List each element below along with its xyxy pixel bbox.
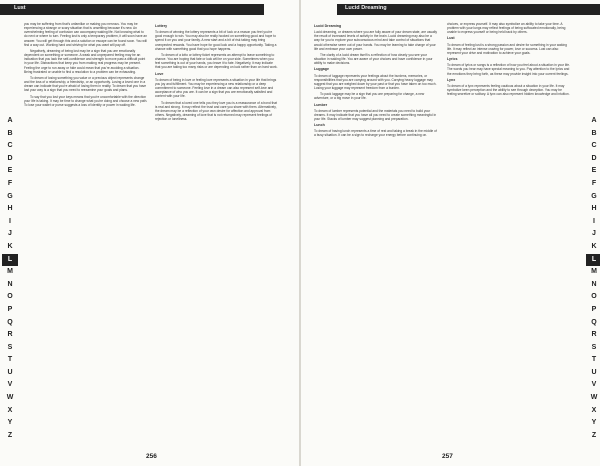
index-letter-f: F <box>7 179 13 187</box>
index-letter-i: I <box>593 217 595 225</box>
entry-heading-lucid-dreaming: Lucid Dreaming <box>314 24 342 28</box>
entry-heading-lottery: Lottery <box>155 24 168 28</box>
paragraph: To dream of winning the lottery represents a bit of luck or a reason you feel you're good enough to win. You may also be really hooked on something good and hope to spend it on you and your family. A new start and a bit of risk taking may bring unexpected rewards. You have hope for good luck and a happy opportunity. Taking a chance with something good that you hope happens. <box>155 30 277 51</box>
paragraph: you may be suffering from that's unfamiliar or making you nervous. You may be experiencing a strange or scary situation that is unsettling because it's new. An overwhelming feeling of confusion can accompany waking life. Not knowing what to do next or where to turn. Feeling lost is only a temporary problem, it will soon have an answer. You will get through this and a solution or escape can be found soon. You will find a way out. Working hard and striving for what you want will pay off. <box>24 22 148 47</box>
left-header-title: Lust <box>14 5 26 11</box>
index-letter-y: Y <box>7 419 13 427</box>
index-letter-c: C <box>7 142 13 150</box>
index-letter-h: H <box>591 205 597 213</box>
index-letter-p: P <box>7 305 13 313</box>
index-letter-x: X <box>7 406 13 414</box>
entry-heading-lyrics: Lyrics <box>447 57 458 62</box>
paragraph: The clarity of a lucid dream itself is a reflection of how clearly you see your situation in waking life. You are aware of your choices and have confidence in your ability to make decisions. <box>314 52 433 66</box>
index-letter-n: N <box>591 280 597 288</box>
left-page-number: 256 <box>146 453 157 460</box>
left-page-header <box>0 4 264 15</box>
index-letter-e: E <box>591 167 597 175</box>
paragraph: To dream of lyrics or songs is a reflection of how you feel about a situation in your life. The words you hear may have special meaning to you. Pay attention to the lyrics and the emotions they bring forth, as these may provide insight into your current feelings. <box>447 63 571 76</box>
entry-heading-lunch: Lunch <box>314 123 325 128</box>
right-page <box>301 0 600 466</box>
paragraph: Negatively, dreaming of being lost may be a sign that you are emotionally dependent on something or someone. A weak and unprepared feeling may be an indication that you lack the self-confidence and strength to move past a difficult point in your life. Distractions that keep you from making real progress may be present. Feeling the urge to run away or hide could mean that you're avoiding a situation. Being frustrated or unable to find a resolution to a problem can be exhausting. <box>24 48 146 74</box>
paragraph: To pack luggage may be a sign that you are preparing for change, a new adventure, or a big move in your life. <box>314 92 425 101</box>
index-letter-w: W <box>590 394 598 402</box>
paragraph: To say that you lost your keys means that you're uncomfortable with the direction your life is taking. It may be time to change what you're doing and choose a new path. To lose your wallet or purse suggests a loss of identity or power in waking life. <box>24 94 148 107</box>
left-column-2 <box>155 22 279 123</box>
left-page <box>0 0 299 466</box>
index-letter-p: P <box>591 305 597 313</box>
index-letter-x: X <box>591 406 597 414</box>
index-letter-r: R <box>591 331 597 339</box>
paragraph: Lucid dreaming, or dreams where you are fully aware of your dream state, are usually the result of increased levels of activity in the brain. Lucid dreaming may also be a way for you to explore your subconscious mind and take control of situations that would otherwise seem out of your hands. You may be learning to take charge of your life and embrace your own power. <box>314 30 438 51</box>
paragraph: To dream of losing something you value or a precious object represents change and the loss of a relationship, a friendship, or an opportunity. Losing a loved one in a dream can indicate that you're afraid of losing them in reality. To dream that you have lost your way is a sign that you need to reexamine your goals and plans. <box>24 75 147 93</box>
index-letter-a: A <box>7 117 13 124</box>
index-letter-l: L <box>586 254 600 267</box>
index-letter-g: G <box>591 192 597 200</box>
right-column-1 <box>314 22 438 140</box>
right-header-title: Lucid Dreaming <box>345 5 387 11</box>
paragraph: To dream of luggage represents your feelings about the burdens, memories, or responsibilities that you are carrying around with you. Carrying heavy luggage may suggest that you are weighed down by your past or that you have taken on too much. Losing your luggage may represent freedom from a burden. <box>314 73 437 91</box>
index-letter-k: K <box>591 242 597 250</box>
index-letter-j: J <box>8 230 12 238</box>
index-letter-g: G <box>7 192 13 200</box>
index-letter-m: M <box>591 268 597 276</box>
paragraph: To dream of being in love or feeling love represents a situation in your life that brings you joy and fulfillment. You may be experiencing a new relationship or a deep commitment to someone. Feeling love in a dream can also represent self-love and acceptance of who you are. It can be a sign that you are emotionally satisfied and content with your life. <box>155 77 277 99</box>
right-column-2 <box>447 22 571 98</box>
index-letter-f: F <box>591 179 597 187</box>
entry-heading-lust: Lust <box>447 36 455 41</box>
index-letter-j: J <box>592 230 596 238</box>
right-page-number: 257 <box>442 453 453 460</box>
paragraph: To dream of feeling lust is a strong passion and desire for something in your waking life. It may reflect an intense craving for power, love or success. Lust can also represent your drive and motivation to achieve your goals. <box>447 42 567 55</box>
entry-heading-luggage: Luggage <box>314 67 329 72</box>
paragraph: To dream of having lunch represents a time of rest and taking a break in the middle of a busy situation. It can be a sign to recharge your energy before continuing on. <box>314 129 437 138</box>
right-alphabet-index <box>586 115 600 442</box>
paragraph: To dream of lumber represents potential and the materials you need to build your dreams. It may indicate that you have all you need to create something meaningful in your life. Stacks of lumber may suggest planning and preparation. <box>314 108 437 121</box>
entry-heading-lumber: Lumber <box>314 102 328 107</box>
index-letter-t: T <box>591 356 597 364</box>
left-alphabet-index <box>2 115 18 442</box>
index-letter-q: Q <box>591 318 597 326</box>
index-letter-z: Z <box>7 431 13 439</box>
index-letter-m: M <box>7 268 13 276</box>
index-letter-o: O <box>7 293 13 301</box>
index-letter-d: D <box>591 154 597 162</box>
right-page-header <box>337 4 600 15</box>
left-column-1 <box>24 22 148 109</box>
paragraph: To dream of a lotto or lottery ticket represents an attempt to leave something to chance. You are hoping that fate or luck will be on your side. Sometimes when you feel something is out of your hands, you leave it to fate. Negatively, it may indicate that you are taking too many risks or are depending on luck rather than on hard work. <box>155 52 278 70</box>
index-letter-t: T <box>7 356 13 364</box>
index-letter-o: O <box>591 293 597 301</box>
index-letter-n: N <box>7 280 13 288</box>
index-letter-v: V <box>7 381 13 389</box>
index-letter-q: Q <box>7 318 13 326</box>
paragraph: choices, or express yourself. It may also symbolize an ability to take your time. A problem with your lungs may reflect feelings of being suffocated emotionally, being unable to express yourself or being held back by others. <box>447 22 566 35</box>
index-letter-s: S <box>7 343 13 351</box>
index-letter-u: U <box>7 368 13 376</box>
index-letter-b: B <box>591 129 597 137</box>
paragraph: To dream of a lynx represents feeling cautious about a situation in your life. It may symbolize keen perception and the ability to see through deception. You may be feeling secretive or solitary. A lynx can also represent hidden knowledge and intuition. <box>447 83 570 97</box>
index-letter-r: R <box>7 331 13 339</box>
index-letter-z: Z <box>591 431 597 439</box>
index-letter-v: V <box>591 381 597 389</box>
index-letter-a: A <box>591 117 597 124</box>
index-letter-b: B <box>7 129 13 137</box>
index-letter-d: D <box>7 154 13 162</box>
entry-heading-lynx: Lynx <box>447 77 456 82</box>
index-letter-e: E <box>7 167 13 175</box>
index-letter-l: L <box>2 254 18 267</box>
index-letter-k: K <box>7 242 13 250</box>
index-letter-y: Y <box>591 419 597 427</box>
entry-heading-love: Love <box>155 71 164 76</box>
index-letter-h: H <box>7 205 13 213</box>
index-letter-i: I <box>9 217 11 225</box>
paragraph: To dream that a loved one tells you they love you is a reassurance of a bond that is real and strong. It may reflect the trust and care you share with them. Alternatively, the dream may be a reflection of your own desire for affection and approval from others. Negatively, dreaming of love that is not returned may represent feelings of rejection or loneliness. <box>155 100 277 122</box>
index-letter-w: W <box>6 394 14 402</box>
index-letter-c: C <box>591 142 597 150</box>
index-letter-u: U <box>591 368 597 376</box>
index-letter-s: S <box>591 343 597 351</box>
